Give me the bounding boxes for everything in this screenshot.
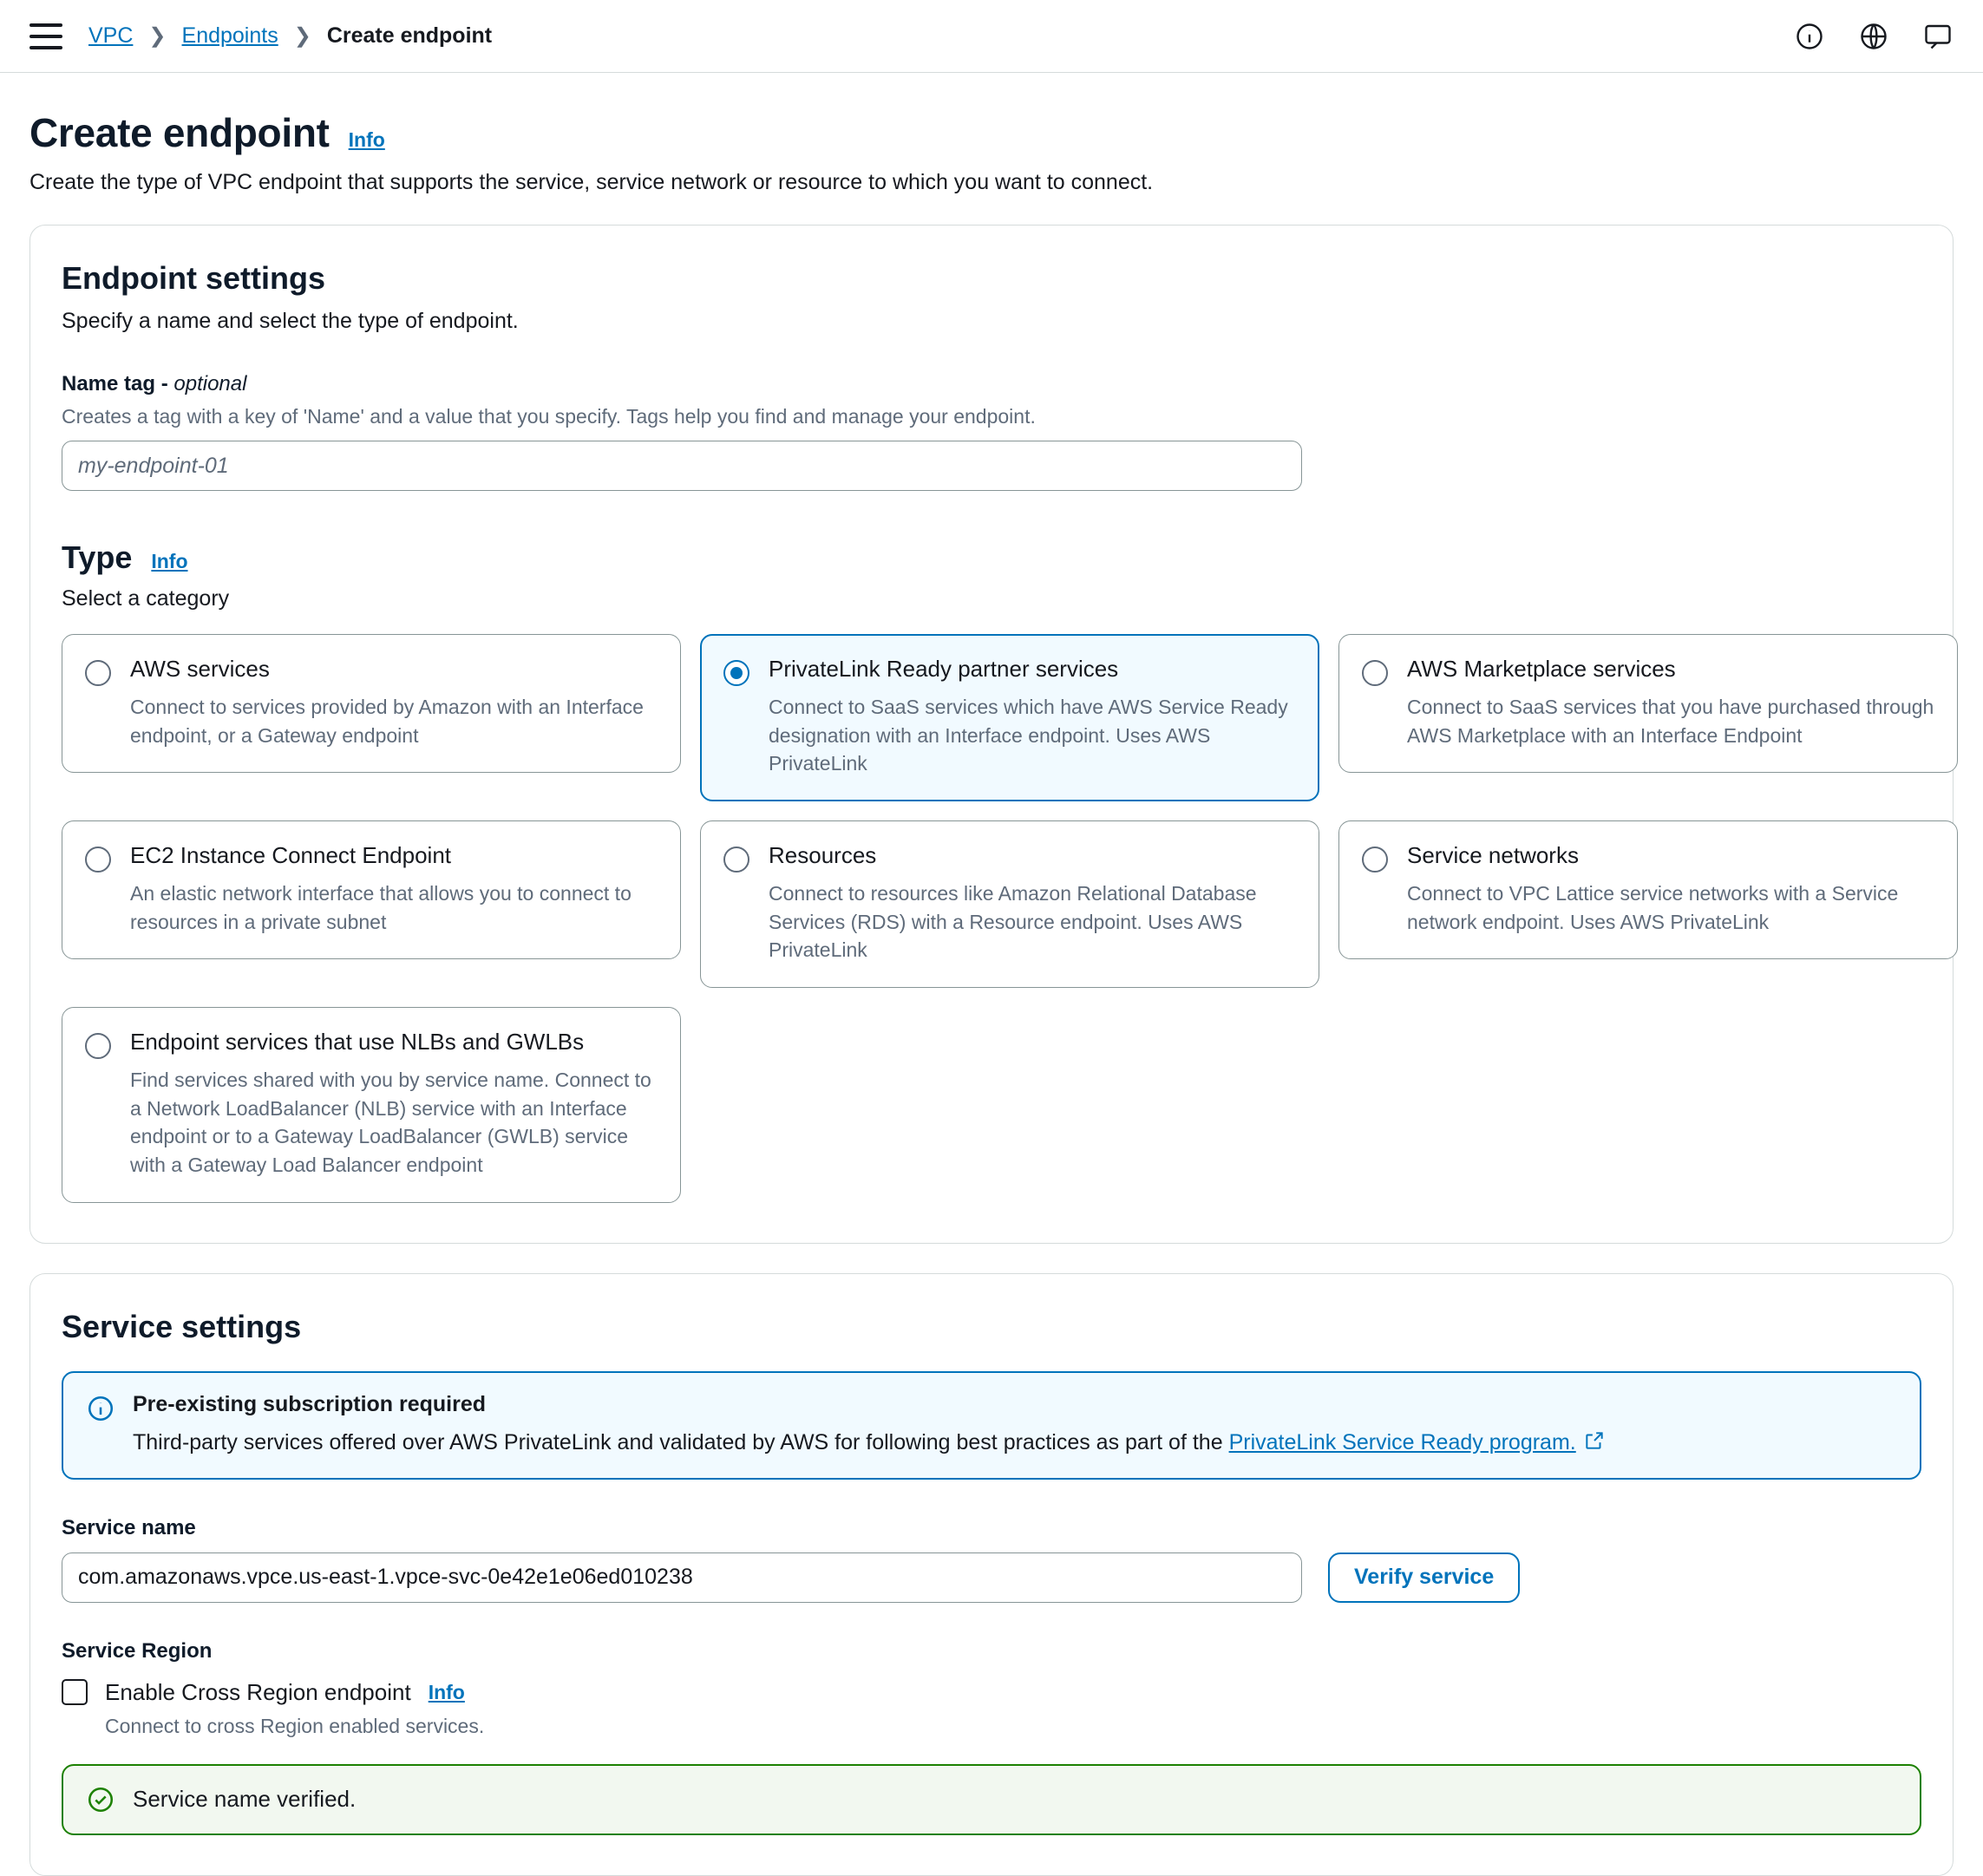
type-subtitle: Select a category (62, 586, 230, 611)
page-title: Create endpoint (29, 110, 330, 155)
chevron-right-icon: ❯ (293, 23, 311, 48)
name-tag-label-text: Name tag - (62, 372, 168, 395)
type-option-title: Resources (769, 841, 877, 868)
radio-icon[interactable] (85, 660, 111, 686)
service-settings-card (29, 1273, 1954, 1876)
success-message: Service name verified. (133, 1786, 357, 1813)
cross-region-hint: Connect to cross Region enabled services. (105, 1714, 485, 1737)
radio-icon[interactable] (85, 846, 111, 873)
page-info-link[interactable]: Info (348, 128, 385, 151)
type-option-title: EC2 Instance Connect Endpoint (130, 841, 452, 868)
type-option-title: AWS services (130, 656, 270, 682)
type-option-service-networks[interactable] (1338, 820, 1958, 959)
info-circle-icon (86, 1394, 115, 1423)
type-option-title: Endpoint services that use NLBs and GWLBs (130, 1028, 585, 1055)
type-info-link[interactable]: Info (151, 550, 188, 572)
type-option-resources[interactable] (700, 820, 1319, 988)
service-name-input[interactable] (62, 1552, 1302, 1603)
type-option-description: An elastic network interface that allows you to connect to resources in a private subnet (130, 881, 632, 933)
globe-icon[interactable] (1858, 21, 1889, 52)
breadcrumb-item-vpc[interactable]: VPC (88, 23, 134, 48)
enable-cross-region-endpoint-label: Enable Cross Region endpoint (105, 1678, 411, 1705)
type-option-title: Service networks (1407, 841, 1579, 868)
name-tag-hint: Creates a tag with a key of 'Name' and a value that you specify. Tags help you find and manage your endpoint. (62, 405, 1036, 428)
type-option-privatelink-ready-partner-services[interactable] (700, 634, 1319, 801)
type-option-description: Connect to services provided by Amazon with an Interface endpoint, or a Gateway endpoint (130, 696, 644, 747)
top-navigation-bar (0, 0, 1983, 73)
alert-body-text: Third-party services offered over AWS PrivateLink and validated by AWS for following best practices as part of the (133, 1429, 1229, 1454)
page-description: Create the type of VPC endpoint that supports the service, service network or resource to which you want to connect. (29, 170, 1154, 194)
service-name-label: Service name (62, 1515, 196, 1539)
type-option-description: Connect to resources like Amazon Relational Database Services (RDS) with a Resource endpoint. Uses AWS PrivateLink (769, 881, 1257, 962)
type-option-ec2-instance-connect-endpoint[interactable] (62, 820, 681, 959)
checkbox-icon[interactable] (62, 1679, 88, 1705)
endpoint-settings-heading: Endpoint settings (62, 260, 325, 296)
endpoint-settings-subheading: Specify a name and select the type of endpoint. (62, 309, 519, 333)
info-circle-icon[interactable] (1794, 21, 1825, 52)
breadcrumb-item-endpoints[interactable]: Endpoints (181, 23, 278, 48)
service-region-label: Service Region (62, 1638, 213, 1663)
cross-region-info-link[interactable]: Info (428, 1680, 465, 1703)
type-option-description: Connect to VPC Lattice service networks with a Service network endpoint. Uses AWS PrivateLink (1407, 881, 1899, 933)
external-link-icon (1583, 1429, 1606, 1452)
radio-icon[interactable] (723, 846, 749, 873)
page-header (0, 73, 1983, 195)
hamburger-menu-icon[interactable] (29, 23, 62, 49)
radio-icon-selected[interactable] (723, 660, 749, 686)
feedback-icon[interactable] (1922, 21, 1954, 52)
service-name-verified-banner (62, 1764, 1921, 1835)
alert-body (133, 1429, 1606, 1455)
breadcrumb-item-create-endpoint: Create endpoint (326, 23, 493, 48)
type-option-title: PrivateLink Ready partner services (769, 656, 1119, 682)
type-heading: Type (62, 539, 133, 575)
name-tag-input[interactable] (62, 441, 1302, 491)
enable-cross-region-endpoint-row[interactable] (62, 1679, 1921, 1706)
verify-service-button[interactable]: Verify service (1328, 1552, 1520, 1603)
privatelink-service-ready-program-link[interactable]: PrivateLink Service Ready program. (1228, 1429, 1576, 1454)
service-settings-heading: Service settings (62, 1308, 302, 1344)
name-tag-optional-text: optional (173, 372, 247, 395)
chevron-right-icon: ❯ (148, 23, 167, 48)
subscription-required-alert (62, 1371, 1921, 1480)
type-options-grid (62, 634, 1934, 1203)
breadcrumb (88, 23, 492, 49)
alert-title: Pre-existing subscription required (133, 1391, 487, 1416)
type-option-endpoint-services-nlb-gwlb[interactable] (62, 1007, 681, 1203)
type-option-description: Find services shared with you by service name. Connect to a Network LoadBalancer (NLB) service with an Interface endpoint or to a Gateway LoadBalancer (GWLB) service with a Gateway Load Balancer endpoint (130, 1068, 651, 1176)
endpoint-settings-card (29, 225, 1954, 1244)
radio-icon[interactable] (1362, 846, 1388, 873)
radio-icon[interactable] (85, 1033, 111, 1059)
type-option-description: Connect to SaaS services which have AWS Service Ready designation with an Interface endpoint. Uses AWS PrivateLink (769, 696, 1288, 775)
name-tag-label (62, 372, 1921, 396)
top-bar-actions (1794, 21, 1954, 52)
type-option-title: AWS Marketplace services (1407, 656, 1676, 682)
check-circle-icon (86, 1785, 115, 1814)
type-option-aws-marketplace-services[interactable] (1338, 634, 1958, 773)
radio-icon[interactable] (1362, 660, 1388, 686)
type-option-description: Connect to SaaS services that you have purchased through AWS Marketplace with an Interface Endpoint (1407, 696, 1934, 747)
type-option-aws-services[interactable] (62, 634, 681, 773)
